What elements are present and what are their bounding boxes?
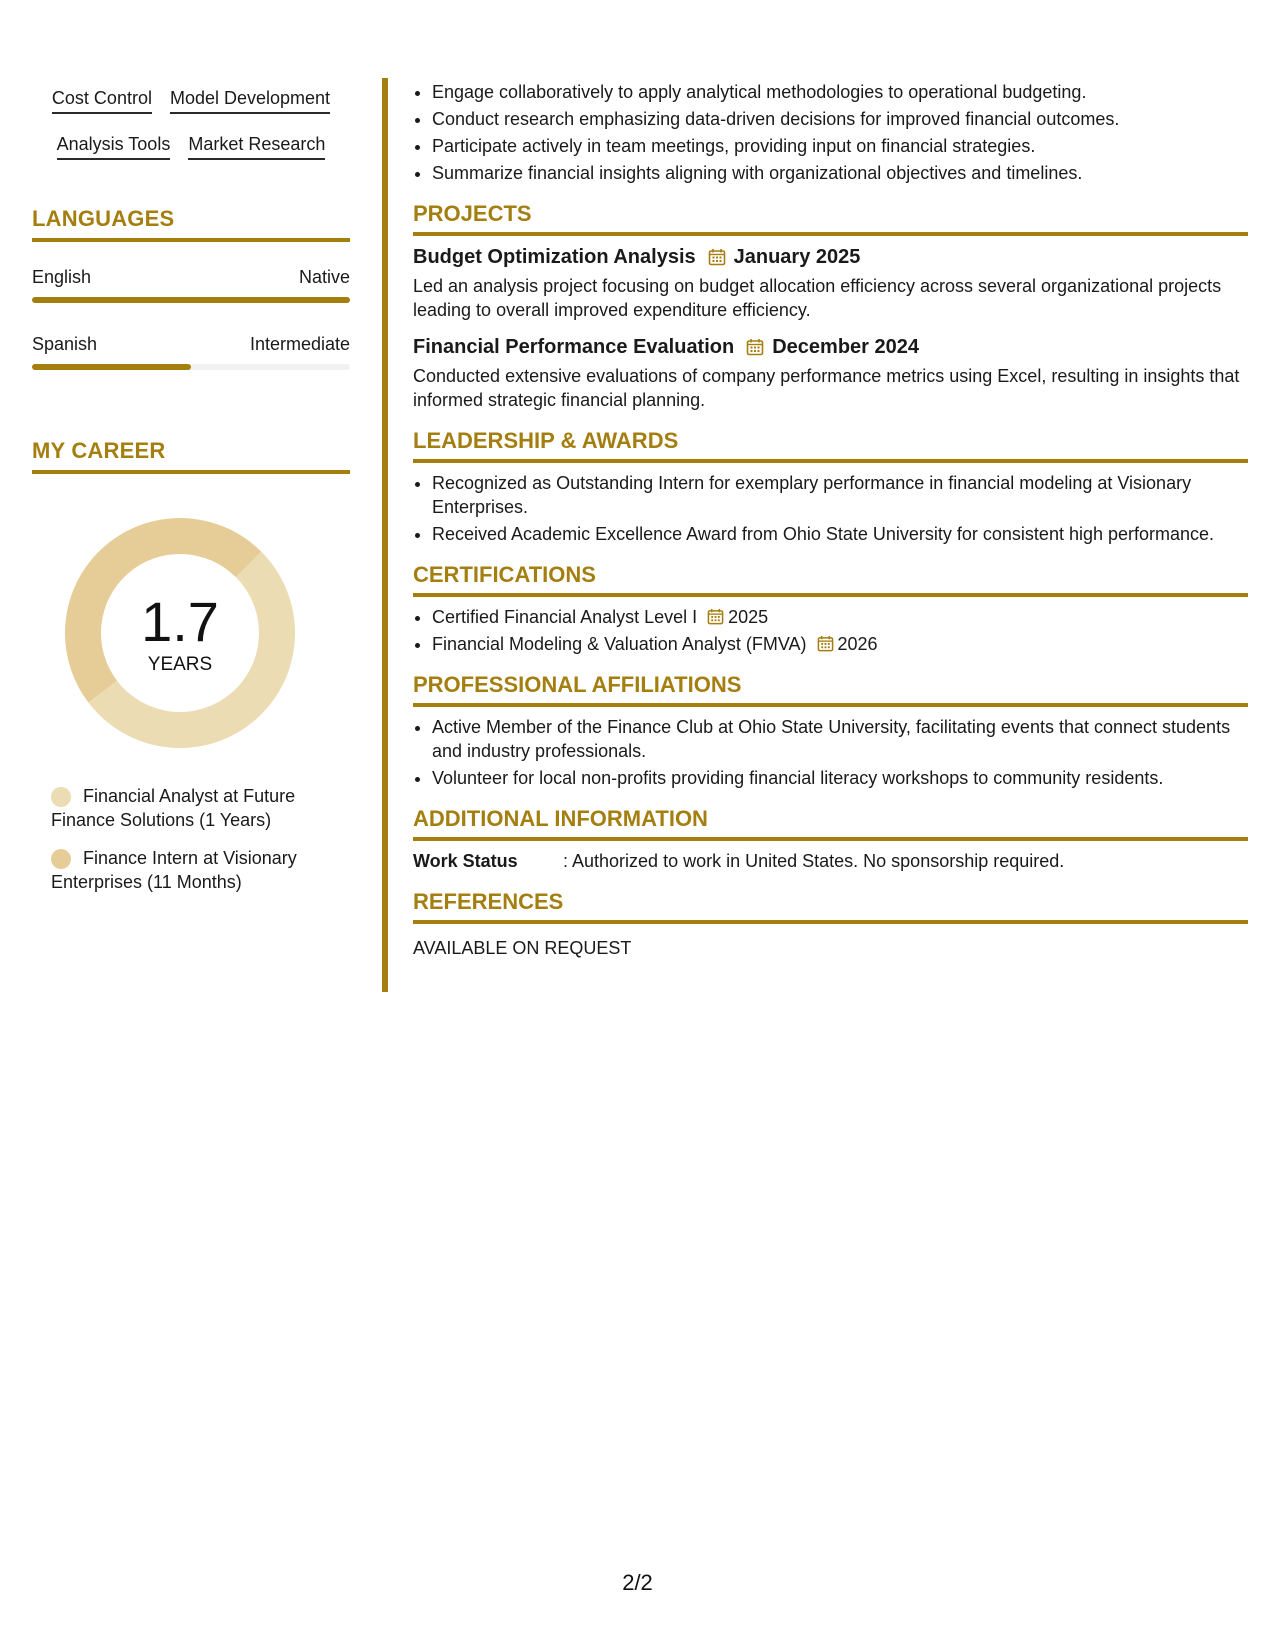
language-name: Spanish [32, 334, 98, 354]
certification-name: Certified Financial Analyst Level I [432, 607, 698, 627]
donut-center [65, 518, 295, 748]
skills-row-1 [32, 82, 350, 114]
language-proficiency-fill [32, 364, 191, 370]
affiliations-heading: PROFESSIONAL AFFILIATIONS [413, 672, 742, 697]
leadership-section [413, 428, 1248, 546]
page-number: 2/2 [622, 1570, 653, 1595]
award-item: • Received Academic Excellence Award from Ohio State University for consistent high performance. [432, 522, 1248, 546]
section-divider [413, 593, 1248, 597]
career-legend-item [51, 846, 341, 894]
section-divider [413, 459, 1248, 463]
calendar-icon [746, 338, 764, 356]
experience-bullet: • Summarize financial insights aligning with organizational objectives and timelines. [432, 161, 1248, 185]
experience-bullets [413, 80, 1248, 185]
career-total-unit: YEARS [147, 654, 213, 675]
references-heading: REFERENCES [413, 889, 564, 914]
language-item [32, 333, 350, 370]
right-column [413, 80, 1248, 960]
section-divider [413, 703, 1248, 707]
skills-row-2 [32, 128, 350, 160]
certification-item [432, 632, 1248, 656]
calendar-icon [817, 635, 834, 652]
language-proficiency-bar [32, 297, 350, 303]
career-total-years: 1.7 [141, 590, 219, 653]
left-column [32, 82, 350, 908]
career-donut-chart [65, 518, 295, 748]
language-level: Native [298, 267, 350, 287]
additional-info-section [413, 806, 1248, 873]
project-description: Led an analysis project focusing on budget allocation efficiency across several organizational projects leading to overall improved expenditure efficiency. [413, 276, 1222, 320]
career-legend-label: Finance Intern at Visionary Enterprises (11 Months) [51, 848, 297, 892]
skill-tag: Cost Control [52, 82, 152, 114]
affiliation-item: • Active Member of the Finance Club at Ohio State University, facilitating events that connect students and industry professionals. [432, 715, 1248, 763]
language-level: Intermediate [249, 334, 350, 354]
leadership-heading: LEADERSHIP & AWARDS [413, 428, 679, 453]
certification-year: 2026 [837, 634, 878, 654]
column-divider [382, 78, 388, 992]
career-legend [51, 784, 341, 894]
section-divider [413, 232, 1248, 236]
section-divider [413, 920, 1248, 924]
certification-item [432, 605, 1248, 629]
language-proficiency-fill [32, 297, 350, 303]
language-proficiency-bar [32, 364, 350, 370]
experience-bullet: • Conduct research emphasizing data-driven decisions for improved financial outcomes. [432, 107, 1248, 131]
language-name: English [32, 267, 92, 287]
legend-dot-icon [51, 787, 71, 807]
project-date: January 2025 [733, 246, 861, 268]
project-item [413, 244, 1248, 322]
affiliation-item: • Volunteer for local non-profits providing financial literacy workshops to community residents. [432, 766, 1248, 790]
certification-name: Financial Modeling & Valuation Analyst (FMVA) [432, 634, 807, 654]
projects-section [413, 201, 1248, 412]
project-name: Budget Optimization Analysis [413, 246, 696, 268]
career-legend-label: Financial Analyst at Future Finance Solutions (1 Years) [51, 786, 296, 830]
award-item: • Recognized as Outstanding Intern for exemplary performance in financial modeling at Visionary Enterprises. [432, 471, 1248, 519]
calendar-icon [708, 248, 726, 266]
project-description: Conducted extensive evaluations of company performance metrics using Excel, resulting in insights that informed strategic financial planning. [413, 366, 1240, 410]
career-legend-item [51, 784, 341, 832]
projects-heading: PROJECTS [413, 201, 532, 226]
certifications-heading: CERTIFICATIONS [413, 562, 596, 587]
references-text: AVAILABLE ON REQUEST [413, 938, 632, 958]
skill-tag: Model Development [170, 82, 330, 114]
section-divider [32, 238, 350, 242]
affiliations-section [413, 672, 1248, 790]
section-divider [32, 470, 350, 474]
work-status-label: Work Status [413, 851, 518, 871]
skill-tag: Market Research [188, 128, 325, 160]
project-date: December 2024 [772, 336, 919, 358]
languages-heading: LANGUAGES [32, 206, 175, 231]
legend-dot-icon [51, 849, 71, 869]
experience-bullet: • Engage collaboratively to apply analytical methodologies to operational budgeting. [432, 80, 1248, 104]
work-status-value: : Authorized to work in United States. No sponsorship required. [563, 851, 1065, 871]
references-section [413, 889, 1248, 960]
skill-tag: Analysis Tools [57, 128, 171, 160]
additional-info-heading: ADDITIONAL INFORMATION [413, 806, 708, 831]
experience-bullet: • Participate actively in team meetings, providing input on financial strategies. [432, 134, 1248, 158]
career-heading: MY CAREER [32, 438, 166, 463]
language-item [32, 266, 350, 303]
project-name: Financial Performance Evaluation [413, 336, 735, 358]
calendar-icon [707, 608, 724, 625]
certifications-section [413, 562, 1248, 656]
certification-year: 2025 [728, 607, 769, 627]
project-item [413, 334, 1248, 412]
work-status-row [413, 849, 1248, 873]
section-divider [413, 837, 1248, 841]
